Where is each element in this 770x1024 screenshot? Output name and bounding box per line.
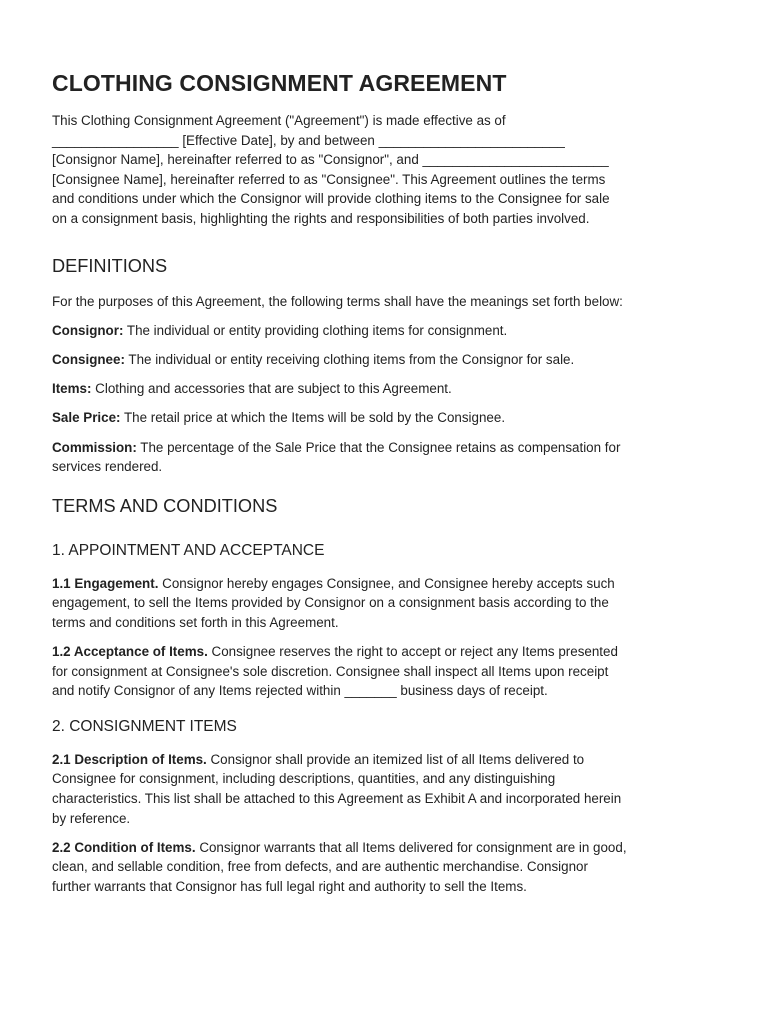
intro-line: and conditions under which the Consignor will provide clothing items to the Consignee for sale xyxy=(52,191,610,207)
clause xyxy=(52,750,724,828)
definition-text: The percentage of the Sale Price that the Consignee retains as compensation for xyxy=(136,439,621,455)
definition-term: Sale Price: xyxy=(52,410,121,426)
definition-item xyxy=(52,408,724,428)
clause-label: 1.1 Engagement. xyxy=(52,575,159,591)
terms-heading: TERMS AND CONDITIONS xyxy=(52,495,278,516)
clause-line: Consignor shall provide an itemized list of all Items delivered to xyxy=(206,751,585,767)
clause-line: clean, and sellable condition, free from defects, and are authentic merchandise. Consignor xyxy=(52,859,588,875)
definition-item xyxy=(52,438,724,477)
clause-line: Consignor hereby engages Consignee, and Consignee hereby accepts such xyxy=(158,575,615,591)
clause-line: characteristics. This list shall be attached to this Agreement as Exhibit A and incorporated herein xyxy=(52,791,622,807)
definition-text: Clothing and accessories that are subject to this Agreement. xyxy=(91,381,452,397)
clause-line: Consignee for consignment, including descriptions, quantities, and any distinguishing xyxy=(52,771,556,787)
definition-text: services rendered. xyxy=(52,459,163,475)
clause-label: 2.2 Condition of Items. xyxy=(52,839,196,855)
clause-line: engagement, to sell the Items provided by Consignor on a consignment basis according to the xyxy=(52,595,609,611)
document-title: CLOTHING CONSIGNMENT AGREEMENT xyxy=(52,70,507,96)
definition-text: The individual or entity providing clothing items for consignment. xyxy=(123,322,508,338)
clause-line: by reference. xyxy=(52,810,131,826)
clause xyxy=(52,574,724,633)
definition-text: The retail price at which the Items will be sold by the Consignee. xyxy=(120,410,506,426)
intro-paragraph xyxy=(52,111,724,229)
clause-line: and notify Consignor of any Items rejected within _______ business days of receipt. xyxy=(52,683,548,699)
intro-line: [Consignee Name], hereinafter referred to as "Consignee". This Agreement outlines the terms xyxy=(52,171,606,187)
clause-line: further warrants that Consignor has full legal right and authority to sell the Items. xyxy=(52,879,527,894)
clause-line: for consignment at Consignee's sole discretion. Consignee shall inspect all Items upon receipt xyxy=(52,663,609,679)
intro-line: on a consignment basis, highlighting the rights and responsibilities of both parties involved. xyxy=(52,210,590,226)
definition-text: The individual or entity receiving clothing items from the Consignor for sale. xyxy=(124,351,575,367)
section-heading: 1. APPOINTMENT AND ACCEPTANCE xyxy=(52,541,325,559)
definition-term: Items: xyxy=(52,381,92,397)
definition-term: Consignee: xyxy=(52,351,125,367)
section-heading: 2. CONSIGNMENT ITEMS xyxy=(52,717,237,735)
definitions-lead: For the purposes of this Agreement, the following terms shall have the meanings set forth below: xyxy=(52,293,623,309)
definition-term: Commission: xyxy=(52,439,137,455)
clause-line: Consignor warrants that all Items delivered for consignment are in good, xyxy=(195,839,627,855)
clause xyxy=(52,838,724,897)
clause-line: Consignee reserves the right to accept or reject any Items presented xyxy=(207,644,618,660)
intro-line: [Consignor Name], hereinafter referred to as "Consignor", and _________________________ xyxy=(52,152,609,168)
definition-term: Consignor: xyxy=(52,322,124,338)
definition-item xyxy=(52,321,724,341)
definitions-heading: DEFINITIONS xyxy=(52,255,168,276)
intro-line: This Clothing Consignment Agreement ("Agreement") is made effective as of xyxy=(52,113,506,128)
clause-label: 1.2 Acceptance of Items. xyxy=(52,644,208,660)
intro-line: _________________ [Effective Date], by and between _________________________ xyxy=(52,132,565,148)
clause-line: terms and conditions set forth in this Agreement. xyxy=(52,614,339,630)
definition-item xyxy=(52,350,724,370)
clause-label: 2.1 Description of Items. xyxy=(52,751,207,767)
definition-item xyxy=(52,379,724,399)
clause xyxy=(52,642,724,701)
document-page xyxy=(52,70,724,906)
